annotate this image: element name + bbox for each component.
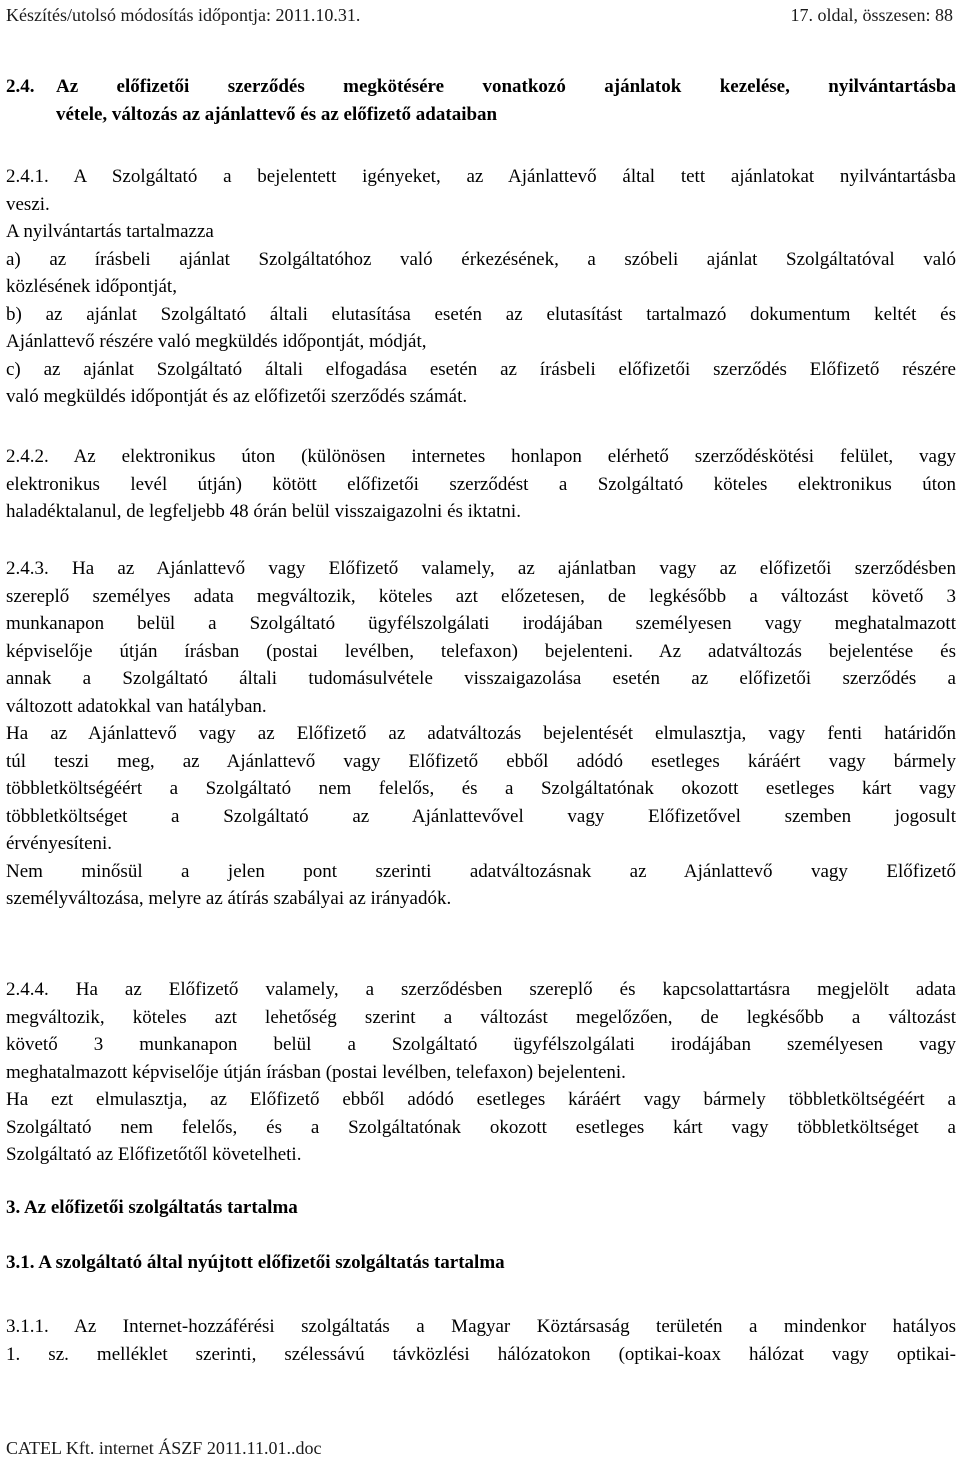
- text-line: Szolgáltató nem felelős, és a Szolgáltatónak okozott esetleges kárt vagy többletköltséget a: [6, 1116, 956, 1138]
- text-line: 1. sz. melléklet szerinti, szélessávú távközlési hálózatokon (optikai-koax hálózat vagy optikai-: [6, 1343, 956, 1365]
- text-line: 3.1.1. Az Internet-hozzáférési szolgáltatás a Magyar Köztársaság területén a mindenkor hatályos: [6, 1316, 956, 1337]
- text-line: képviselője útján írásban (postai levélben, telefaxon) bejelenteni. Az adatváltozás bejelentése és: [6, 640, 956, 662]
- text-line: annak a Szolgáltató általi tudomásulvétele visszaigazolása esetén az előfizetői szerződés a: [6, 668, 956, 689]
- section-2-4-number: 2.4.: [6, 76, 35, 97]
- paragraph-2-4-2: [6, 443, 956, 526]
- list-item-a-line2: közlésének időpontját,: [6, 276, 177, 297]
- text-line: túl teszi meg, az Ajánlattevő vagy Előfizető ebből adódó esetleges káráért vagy bármely: [6, 750, 956, 772]
- section-2-4-title-line1: Az előfizetői szerződés megkötésére vonatkozó ajánlatok kezelése, nyilvántartásba: [56, 76, 956, 97]
- text-line: 2.4.1. A Szolgáltató a bejelentett igényeket, az Ajánlattevő által tett ajánlatokat nyilvántartásba: [6, 166, 956, 187]
- section-3-heading: 3. Az előfizetői szolgáltatás tartalma: [6, 1197, 298, 1218]
- text-line: szereplő személyes adata megváltozik, köteles azt előzetesen, de legkésőbb a változást követő 3: [6, 585, 956, 607]
- paragraph-2-4-1: [6, 163, 956, 411]
- paragraph-3-1-1: [6, 1313, 956, 1368]
- text-line: Ha az Ajánlattevő vagy az Előfizető az adatváltozás bejelentését elmulasztja, vagy fenti határidőn: [6, 723, 956, 744]
- text-line: Nem minősül a jelen pont szerinti adatváltozásnak az Ajánlattevő vagy Előfizető: [6, 860, 956, 882]
- list-item-b-line2: Ajánlattevő részére való megküldés időpontját, módját,: [6, 331, 427, 352]
- text-line: Ha ezt elmulasztja, az Előfizető ebből adódó esetleges káráért vagy bármely többletköltségéért a: [6, 1089, 956, 1110]
- text-line: haladéktalanul, de legfeljebb 48 órán belül visszaigazolni és iktatni.: [6, 501, 521, 522]
- section-3-1-heading: 3.1. A szolgáltató által nyújtott előfizetői szolgáltatás tartalma: [6, 1252, 505, 1273]
- text-line: követő 3 munkanapon belül a Szolgáltató ügyfélszolgálati irodájában személyesen vagy: [6, 1034, 956, 1055]
- text-line: megváltozik, köteles azt lehetőség szerint a változást megelőzően, de legkésőbb a változást: [6, 1006, 956, 1028]
- list-item-c-line1: c) az ajánlat Szolgáltató általi elfogadása esetén az írásbeli előfizetői szerződés Előfizető részére: [6, 358, 956, 380]
- header-page-count: 17. oldal, összesen: 88: [790, 5, 953, 25]
- text-line: 2.4.3. Ha az Ajánlattevő vagy Előfizető valamely, az ajánlatban vagy az előfizetői szerződésben: [6, 558, 956, 579]
- list-item-b-line1: b) az ajánlat Szolgáltató általi elutasítása esetén az elutasítást tartalmazó dokumentum keltét és: [6, 303, 956, 325]
- text-line: Szolgáltató az Előfizetőtől követelheti.: [6, 1144, 302, 1165]
- list-item-a-line1: a) az írásbeli ajánlat Szolgáltatóhoz való érkezésének, a szóbeli ajánlat Szolgáltatóval való: [6, 248, 956, 270]
- text-line: A nyilvántartás tartalmazza: [6, 221, 214, 242]
- text-line: többletköltségéért a Szolgáltató nem felelős, és a Szolgáltatónak okozott esetleges kárt vagy: [6, 778, 956, 799]
- list-item-c-line2: való megküldés időpontját és az előfizetői szerződés számát.: [6, 386, 468, 407]
- section-2-4-title-line2: vétele, változás az ajánlattevő és az előfizető adataiban: [56, 103, 498, 125]
- text-line: változott adatokkal van hatályban.: [6, 695, 267, 717]
- section-2-4-heading: [6, 73, 956, 128]
- text-line: többletköltséget a Szolgáltató az Ajánlattevővel vagy Előfizetővel szemben jogosult: [6, 805, 956, 827]
- text-line: érvényesíteni.: [6, 833, 113, 854]
- paragraph-2-4-3: [6, 555, 956, 913]
- header-modified-date: Készítés/utolsó módosítás időpontja: 2011.10.31.: [6, 5, 361, 25]
- paragraph-2-4-4: [6, 976, 956, 1169]
- text-line: 2.4.4. Ha az Előfizető valamely, a szerződésben szereplő és kapcsolattartásra megjelölt adata: [6, 979, 956, 1000]
- text-line: munkanapon belül a Szolgáltató ügyfélszolgálati irodájában személyesen vagy meghatalmazott: [6, 613, 956, 634]
- text-line: 2.4.2. Az elektronikus úton (különösen internetes honlapon elérhető szerződéskötési felület, vagy: [6, 446, 956, 467]
- text-line: személyváltozása, melyre az átírás szabályai az irányadók.: [6, 888, 452, 909]
- text-line: veszi.: [6, 193, 50, 215]
- page-footer: CATEL Kft. internet ÁSZF 2011.11.01..doc: [6, 1438, 322, 1458]
- text-line: meghatalmazott képviselője útján írásban (postai levélben, telefaxon) bejelenteni.: [6, 1061, 626, 1083]
- text-line: elektronikus levél útján) kötött előfizetői szerződést a Szolgáltató köteles elektronikus úton: [6, 473, 956, 495]
